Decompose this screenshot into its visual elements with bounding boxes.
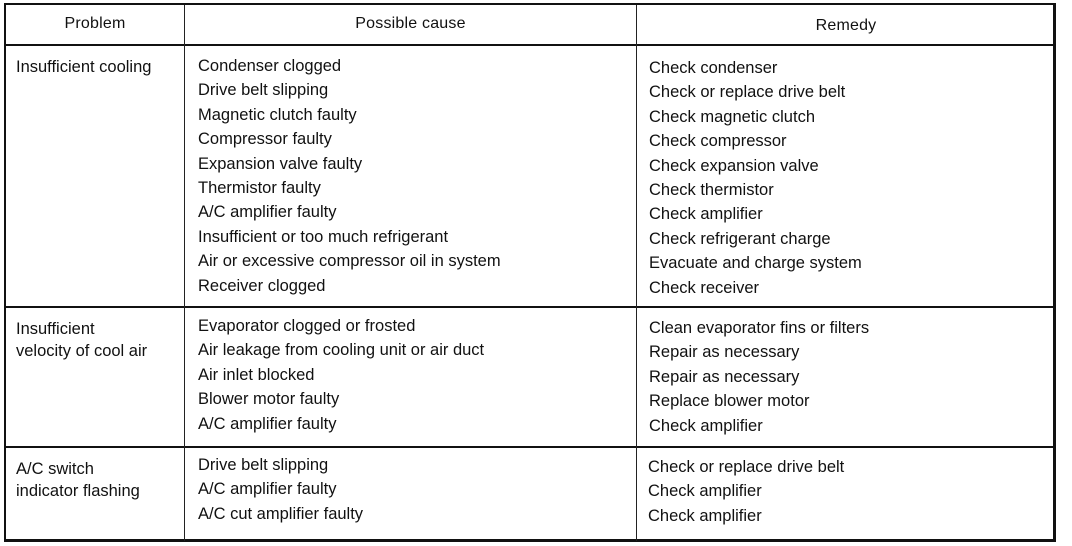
cause-item: Expansion valve faulty xyxy=(198,154,363,173)
header-divider xyxy=(5,44,1055,46)
problem-line: Insufficient cooling xyxy=(16,58,152,76)
remedy-item: Check refrigerant charge xyxy=(649,229,831,248)
cause-item: Air or excessive compressor oil in system xyxy=(198,252,501,271)
row-3-remedies xyxy=(648,455,844,528)
cause-item: Air inlet blocked xyxy=(198,365,315,384)
troubleshooting-table xyxy=(4,3,1056,542)
cause-item: Drive belt slipping xyxy=(198,81,329,100)
remedy-item: Repair as necessary xyxy=(649,367,800,386)
remedy-item: Repair as necessary xyxy=(649,343,800,362)
remedy-item: Check expansion valve xyxy=(649,156,819,175)
cause-item: Air leakage from cooling unit or air duct xyxy=(198,341,485,360)
cause-item: Thermistor faulty xyxy=(198,178,321,197)
column-divider-1 xyxy=(184,5,185,541)
cause-item: Insufficient or too much refrigerant xyxy=(198,227,449,246)
row-1-causes xyxy=(198,54,501,298)
cause-item: Compressor faulty xyxy=(198,130,332,149)
problem-line: Insufficient xyxy=(16,320,95,338)
remedy-item: Check condenser xyxy=(649,59,778,77)
remedy-item: Check compressor xyxy=(649,132,787,151)
problem-line: velocity of cool air xyxy=(16,342,148,360)
cause-item: Drive belt slipping xyxy=(198,456,329,474)
remedy-item: Check thermistor xyxy=(649,180,774,199)
problem-line: A/C switch xyxy=(16,460,94,478)
cause-item: Condenser clogged xyxy=(198,57,342,75)
cause-item: A/C amplifier faulty xyxy=(198,414,337,433)
cause-item: Receiver clogged xyxy=(198,276,326,295)
row-divider-2 xyxy=(5,446,1055,448)
remedy-item: Evacuate and charge system xyxy=(649,254,862,273)
remedy-item: Check amplifier xyxy=(648,506,762,525)
cause-item: A/C cut amplifier faulty xyxy=(198,504,364,523)
cause-item: A/C amplifier faulty xyxy=(198,203,337,222)
cause-item: Evaporator clogged or frosted xyxy=(198,317,416,335)
cause-item: Blower motor faulty xyxy=(198,390,340,409)
remedy-item: Check receiver xyxy=(649,278,760,297)
remedy-item: Clean evaporator fins or filters xyxy=(649,319,870,337)
remedy-item: Check amplifier xyxy=(649,205,763,224)
problem-line: indicator flashing xyxy=(16,482,140,500)
remedy-item: Check or replace drive belt xyxy=(648,458,845,476)
row-2-causes xyxy=(198,314,484,436)
header-remedy: Remedy xyxy=(815,17,877,34)
header-problem: Problem xyxy=(64,15,126,32)
row-3-problem xyxy=(16,458,140,502)
remedy-item: Replace blower motor xyxy=(649,392,810,411)
remedy-item: Check or replace drive belt xyxy=(649,83,846,102)
cause-item: Magnetic clutch faulty xyxy=(198,105,357,124)
header-possible-cause: Possible cause xyxy=(355,15,466,32)
row-1-remedies xyxy=(649,56,862,300)
column-divider-2 xyxy=(636,5,637,541)
row-2-remedies xyxy=(649,316,869,438)
row-divider-1 xyxy=(5,306,1055,308)
row-3-causes xyxy=(198,453,363,526)
remedy-item: Check amplifier xyxy=(649,416,763,435)
row-2-problem xyxy=(16,318,147,362)
remedy-item: Check amplifier xyxy=(648,482,762,501)
cause-item: A/C amplifier faulty xyxy=(198,480,337,499)
remedy-item: Check magnetic clutch xyxy=(649,107,815,126)
row-1-problem xyxy=(16,56,151,78)
